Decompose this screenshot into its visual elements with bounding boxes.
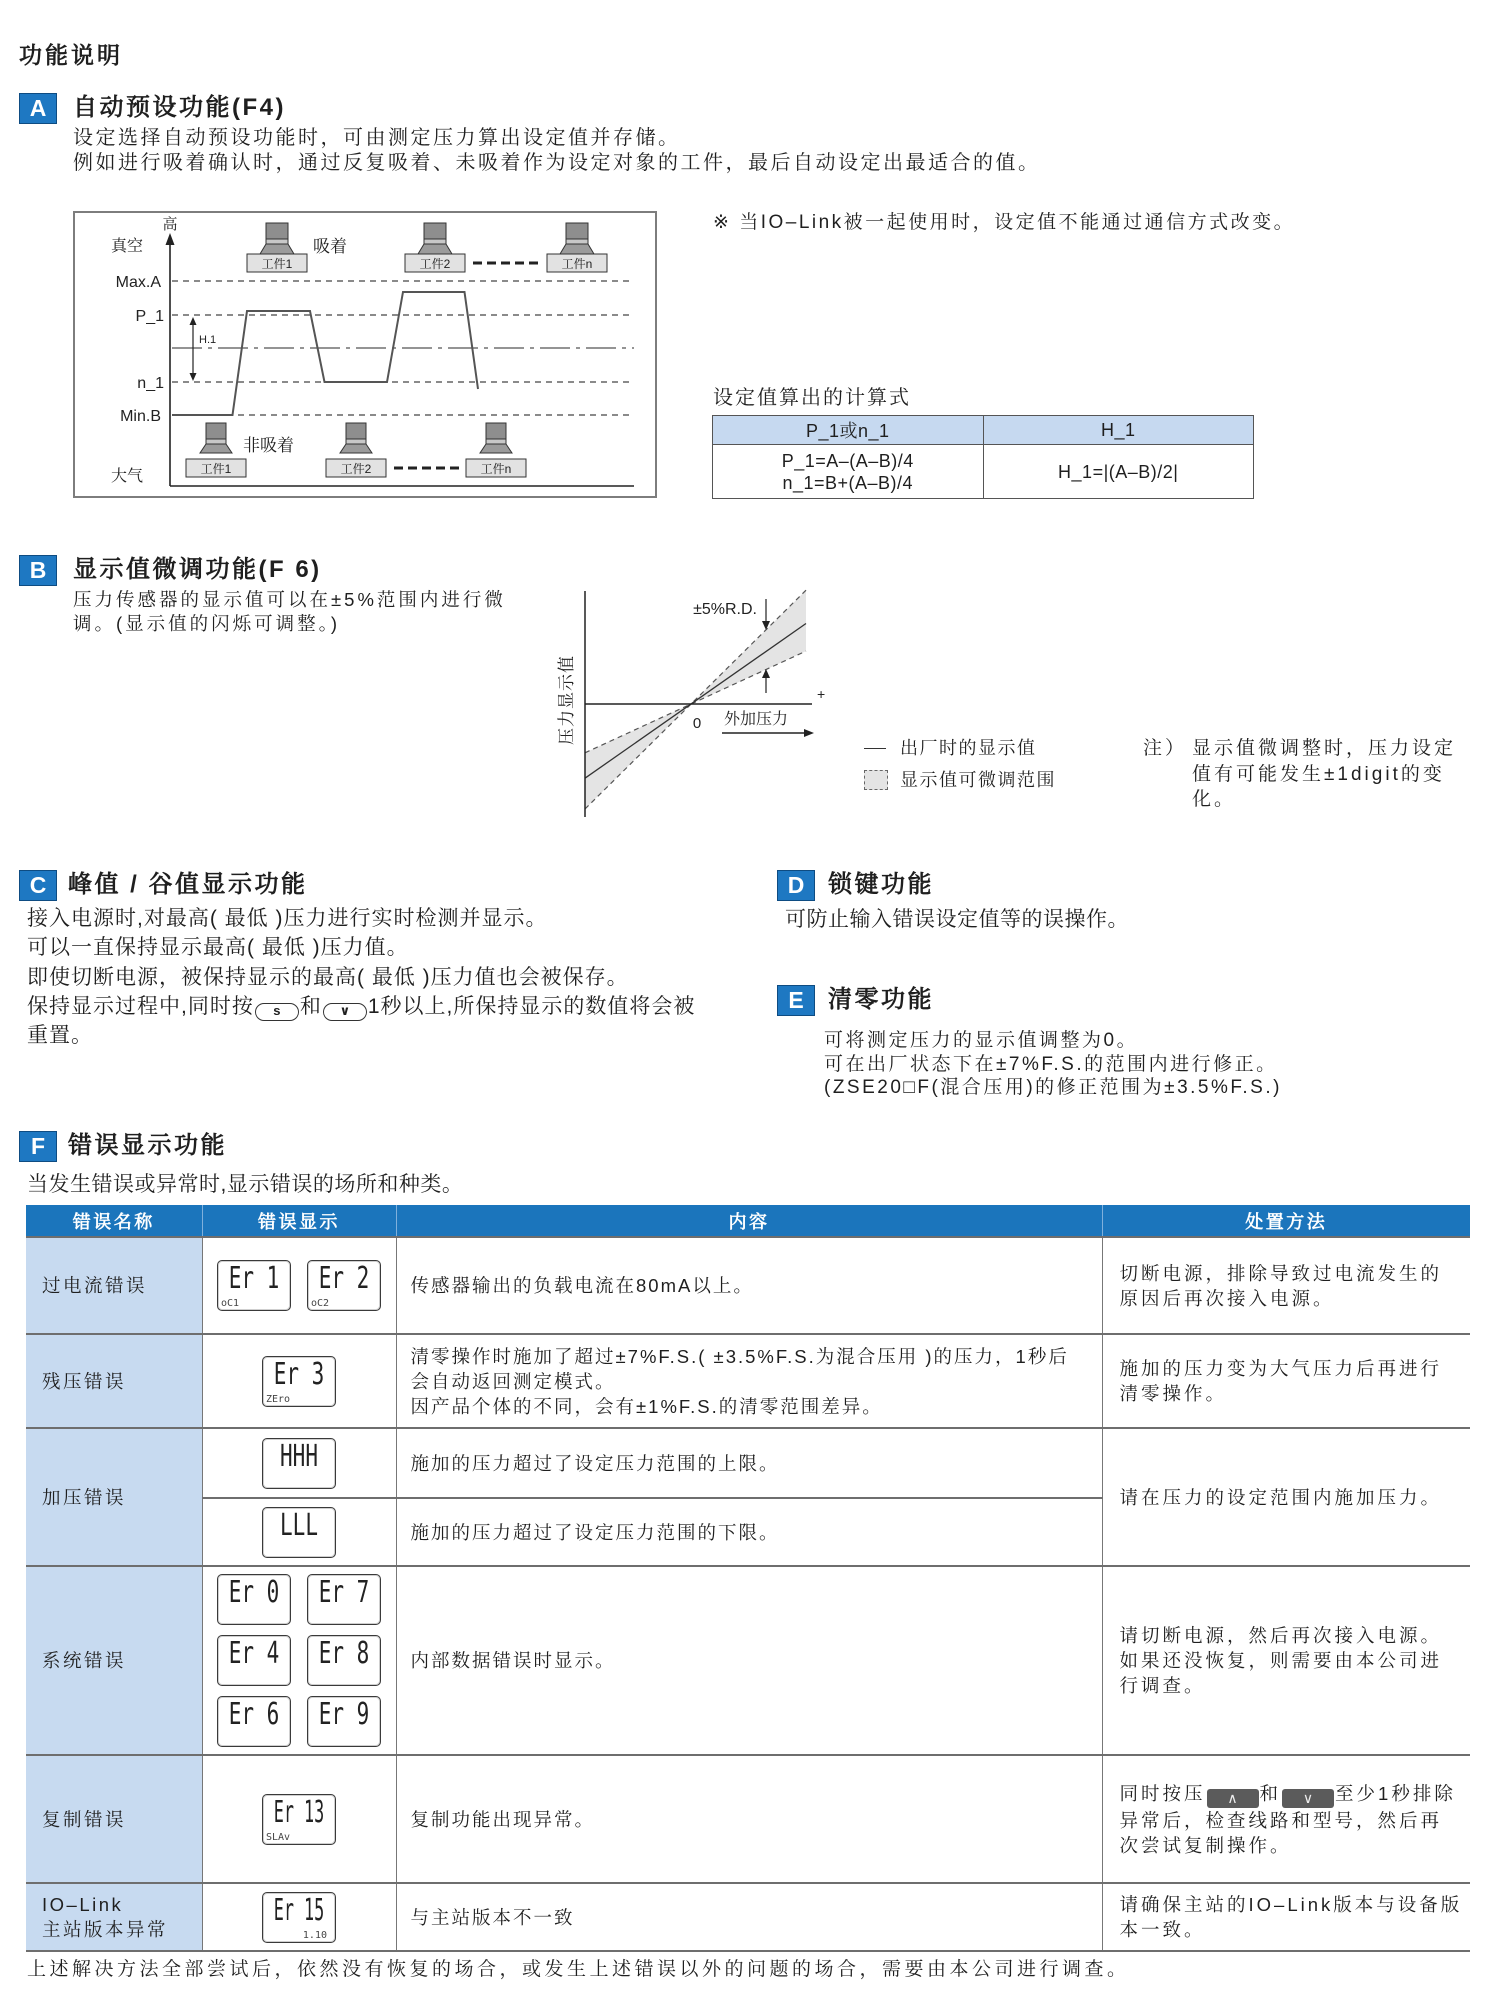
error-display-cell [202, 1883, 396, 1951]
y-axis-label: 压力显示值 [557, 655, 576, 745]
error-display-cell [202, 1237, 396, 1334]
error-table [26, 1205, 1470, 1952]
action-line: 清零操作。 [1119, 1383, 1228, 1404]
error-name: IO–Link [42, 1894, 124, 1915]
lcd-display [307, 1574, 381, 1625]
page-heading: 功能说明 [19, 42, 123, 68]
section-title-peak-bottom: 峰值 / 谷值显示功能 [68, 871, 308, 898]
note-line: 显示值微调整时，压力设定 [1192, 738, 1457, 759]
content-line: 因产品个体的不同，会有±1%F.S.的清零范围差异。 [410, 1395, 883, 1417]
lcd-group [203, 1438, 396, 1489]
error-name: 加压错误 [42, 1486, 127, 1508]
lcd-main-text: HHH [280, 1438, 318, 1474]
lcd-display [217, 1260, 291, 1311]
lcd-group [203, 1356, 396, 1407]
table-row [26, 1566, 1470, 1755]
error-name: 系统错误 [42, 1650, 127, 1671]
error-action-cell [1102, 1428, 1470, 1566]
text-line: 可以一直保持显示最高( 最低 )压力值。 [27, 936, 409, 960]
action-line: 次尝试复制操作。 [1119, 1834, 1292, 1856]
up-key-icon: ∧ [1207, 1789, 1259, 1808]
reset-instruction [27, 992, 695, 1021]
section-title-auto-preset: 自动预设功能(F4) [73, 94, 286, 121]
text-line: 可将测定压力的显示值调整为0。 [824, 1030, 1139, 1051]
text-fragment: 和 [299, 994, 322, 1018]
workpiece-label: 工件1 [261, 257, 293, 271]
content-line: 传感器输出的负载电流在80mA以上。 [410, 1275, 754, 1296]
error-name-cell [26, 1237, 202, 1334]
legend-label: 出厂时的显示值 [900, 738, 1037, 758]
error-action-cell [1102, 1334, 1470, 1428]
section-badge-a: A [19, 93, 57, 124]
lcd-main-text: Er 9 [318, 1697, 370, 1732]
error-content-cell [396, 1755, 1102, 1883]
formula-p1: P_1=A–(A–B)/4 [781, 450, 914, 471]
content-line: 施加的压力超过了设定压力范围的下限。 [410, 1521, 780, 1543]
section-f-description: 当发生错误或异常时,显示错误的场所和种类。 [27, 1173, 464, 1196]
table-header-row [26, 1205, 1470, 1237]
content-line: 会自动返回测定模式。 [410, 1370, 616, 1392]
legend-label: 显示值可微调范围 [900, 770, 1056, 790]
error-display-cell [202, 1498, 396, 1566]
error-content-cell [396, 1334, 1102, 1428]
lcd-main-text: Er 4 [228, 1636, 280, 1671]
set-key-icon: s [255, 1003, 299, 1021]
text-fragment: 至少1秒排除 [1335, 1782, 1456, 1804]
error-display-cell [202, 1334, 396, 1428]
lcd-display [217, 1696, 291, 1747]
action-line: 如果还没恢复，则需要由本公司进 [1119, 1650, 1443, 1671]
formula-header-h1: H_1 [983, 416, 1254, 445]
action-line: 本一致。 [1119, 1919, 1206, 1940]
error-content-cell [396, 1237, 1102, 1334]
lcd-main-text: Er 6 [228, 1697, 280, 1732]
lcd-display [262, 1892, 336, 1943]
max-a-label: Max.A [115, 274, 161, 291]
table-row [26, 1237, 1470, 1334]
error-name-cell [26, 1566, 202, 1755]
workpiece-label: 工件n [480, 462, 512, 476]
header-error-name: 错误名称 [26, 1205, 202, 1237]
header-action: 处置方法 [1102, 1205, 1470, 1237]
lcd-display [217, 1574, 291, 1625]
lcd-display [262, 1356, 336, 1407]
header-error-display: 错误显示 [202, 1205, 396, 1237]
auto-preset-diagram [73, 211, 657, 498]
action-line: 切断电源，排除导致过电流发生的 [1119, 1262, 1443, 1284]
section-badge-d: D [777, 870, 815, 901]
solid-line-icon [864, 748, 886, 749]
fine-adjust-note [1143, 736, 1456, 813]
note-line: 化。 [1192, 789, 1237, 810]
lcd-group [203, 1507, 396, 1558]
section-title-display-fine-adjust: 显示值微调功能(F 6) [73, 556, 322, 583]
error-display-cell [202, 1566, 396, 1755]
note-body [1192, 736, 1456, 813]
content-line: 清零操作时施加了超过±7%F.S.( ±3.5%F.S.为混合压用 )的压力，1秒后 [410, 1345, 1069, 1367]
desc-line: 调。(显示值的闪烁可调整。) [73, 613, 341, 634]
axis-high-label: 高 [162, 216, 178, 233]
section-title-error-display: 错误显示功能 [68, 1132, 227, 1159]
io-link-note: ※ 当IO–Link被一起使用时，设定值不能通过通信方式改变。 [713, 212, 1296, 233]
formula-table [712, 415, 1254, 499]
hysteresis-label: H.1 [199, 334, 217, 346]
text-fragment: 保持显示过程中,同时按 [27, 994, 254, 1018]
error-name: 残压错误 [42, 1370, 127, 1392]
workpiece-label: 工件n [561, 257, 593, 271]
section-c-text [27, 904, 695, 1050]
formula-title: 设定值算出的计算式 [713, 387, 911, 409]
note-prefix: 注） [1143, 738, 1188, 759]
lcd-sub-text: oC2 [311, 1298, 330, 1309]
not-adsorbed-label: 非吸着 [243, 436, 294, 455]
lcd-main-text: Er 3 [273, 1356, 325, 1392]
action-line: 异常后，检查线路和型号，然后再 [1119, 1809, 1443, 1831]
lcd-sub-text: 1.10 [302, 1929, 327, 1941]
section-d-text [785, 905, 1129, 934]
error-action-cell [1102, 1883, 1470, 1951]
min-b-label: Min.B [120, 408, 161, 425]
range-label: ±5%R.D. [693, 601, 757, 618]
error-action-cell [1102, 1755, 1470, 1883]
lcd-group [203, 1892, 396, 1943]
error-name-cell [26, 1334, 202, 1428]
header-content: 内容 [396, 1205, 1102, 1237]
lcd-group [203, 1260, 396, 1311]
lcd-display [307, 1635, 381, 1686]
section-e-text [824, 1029, 1282, 1100]
lcd-group [203, 1794, 396, 1845]
error-content-cell [396, 1883, 1102, 1951]
error-content-cell [396, 1566, 1102, 1755]
note-line: 值有可能发生±1digit的变 [1192, 763, 1445, 785]
text-line: 可在出厂状态下在±7%F.S.的范围内进行修正。 [824, 1053, 1278, 1075]
lcd-main-text: Er 1 [228, 1261, 280, 1296]
adjust-limit-high-line [585, 590, 806, 809]
content-line: 施加的压力超过了设定压力范围的上限。 [410, 1452, 780, 1474]
legend-item-adjust-range [864, 768, 1056, 792]
atmosphere-label: 大气 [110, 468, 144, 485]
text-line: 接入电源时,对最高( 最低 )压力进行实时检测并显示。 [27, 907, 548, 930]
p1-label: P_1 [135, 308, 164, 325]
error-display-cell [202, 1428, 396, 1498]
content-line: 复制功能出现异常。 [410, 1808, 596, 1830]
lcd-sub-text: SLAv [266, 1831, 291, 1843]
action-line [1120, 1781, 1471, 1808]
lcd-main-text: Er 7 [318, 1575, 370, 1610]
lcd-group [203, 1574, 396, 1747]
down-key-icon: ∨ [1282, 1789, 1334, 1808]
lcd-display [262, 1438, 336, 1489]
section-a-description [73, 126, 1041, 176]
origin-label: 0 [692, 715, 702, 732]
legend-item-factory-value [864, 736, 1037, 760]
section-b-description [73, 588, 506, 636]
formula-h1-cell [983, 445, 1254, 499]
error-action-cell [1102, 1237, 1470, 1334]
error-name-cell [26, 1428, 202, 1566]
lcd-display [262, 1507, 336, 1558]
table-row [26, 1334, 1470, 1428]
lcd-display [217, 1635, 291, 1686]
workpiece-label: 工件2 [419, 257, 451, 271]
section-badge-b: B [19, 555, 57, 586]
vacuum-label: 真空 [110, 238, 144, 255]
x-axis-label: 外加压力 [724, 711, 789, 728]
text-line: 重置。 [27, 1024, 93, 1048]
formula-h1: H_1=|(A–B)/2| [1058, 461, 1179, 482]
lcd-main-text: Er 2 [318, 1261, 370, 1296]
lcd-main-text: Er 0 [228, 1575, 280, 1610]
formula-header-p1-n1: P_1或n_1 [713, 416, 984, 445]
formula-n1: n_1=B+(A–B)/4 [782, 472, 914, 493]
lcd-main-text: Er 15 [273, 1892, 325, 1928]
error-name: 过电流错误 [42, 1275, 148, 1296]
lcd-main-text: Er 8 [318, 1636, 370, 1671]
error-name: 主站版本异常 [42, 1919, 169, 1940]
section-badge-c: C [19, 870, 57, 901]
dashed-shaded-box-icon [864, 770, 888, 790]
section-badge-f: F [19, 1131, 57, 1162]
content-line: 与主站版本不一致 [410, 1906, 575, 1928]
error-name: 复制错误 [42, 1808, 127, 1830]
error-action-cell [1102, 1566, 1470, 1755]
section-badge-e: E [777, 985, 815, 1016]
formula-p1-n1-cell [713, 445, 984, 499]
text-line: 即使切断电源，被保持显示的最高( 最低 )压力值也会被保存。 [27, 965, 629, 989]
text-line: 可防止输入错误设定值等的误操作。 [785, 908, 1129, 931]
fine-adjust-graph [550, 585, 840, 830]
table-row [26, 1883, 1470, 1951]
table-row [26, 1428, 1470, 1498]
desc-line: 例如进行吸着确认时，通过反复吸着、未吸着作为设定对象的工件，最后自动设定出最适合的值。 [73, 152, 1041, 174]
arrow-right-icon [804, 729, 814, 737]
table-row [26, 1755, 1470, 1883]
adsorbed-label: 吸着 [313, 237, 347, 256]
action-line: 行调查。 [1119, 1675, 1206, 1696]
error-content-cell [396, 1498, 1102, 1566]
section-title-key-lock: 锁键功能 [828, 871, 934, 898]
action-line: 请在压力的设定范围内施加压力。 [1119, 1486, 1443, 1508]
adjust-limit-low-line [585, 651, 806, 753]
lcd-display [307, 1260, 381, 1311]
text-fragment: 和 [1259, 1782, 1282, 1804]
desc-line: 压力传感器的显示值可以在±5%范围内进行微 [73, 589, 506, 610]
lcd-sub-text: oC1 [221, 1298, 240, 1309]
n1-label: n_1 [137, 375, 164, 392]
action-line: 请确保主站的IO–Link版本与设备版 [1119, 1894, 1463, 1915]
section-title-zero-clear: 清零功能 [828, 986, 934, 1013]
content-line: 内部数据错误时显示。 [410, 1650, 616, 1671]
desc-line: 设定选择自动预设功能时，可由测定压力算出设定值并存储。 [73, 127, 681, 149]
lcd-sub-text: ZEro [266, 1393, 291, 1405]
error-name-cell [26, 1755, 202, 1883]
lcd-display [307, 1696, 381, 1747]
lcd-main-text: LLL [280, 1507, 318, 1543]
lcd-display [262, 1794, 336, 1845]
factory-display-line [585, 624, 806, 779]
text-fragment: 1秒以上,所保持显示的数值将会被 [367, 994, 696, 1018]
x-plus-label: + [817, 686, 826, 702]
workpiece-label: 工件1 [200, 462, 232, 476]
error-name-cell [26, 1883, 202, 1951]
workpiece-label: 工件2 [340, 462, 372, 476]
lcd-main-text: Er 13 [273, 1794, 325, 1830]
action-line: 原因后再次接入电源。 [1119, 1287, 1335, 1309]
text-fragment: 同时按压 [1119, 1782, 1206, 1804]
error-content-cell [396, 1428, 1102, 1498]
down-key-icon: ∨ [323, 1003, 367, 1021]
action-line: 施加的压力变为大气压力后再进行 [1119, 1358, 1443, 1379]
error-display-cell [202, 1755, 396, 1883]
text-line: (ZSE20□F(混合压用)的修正范围为±3.5%F.S.) [824, 1077, 1282, 1098]
action-line: 请切断电源，然后再次接入电源。 [1119, 1625, 1443, 1646]
footer-note: 上述解决方法全部尝试后，依然没有恢复的场合，或发生上述错误以外的问题的场合，需要由本公司进行调查。 [27, 1959, 1130, 1980]
